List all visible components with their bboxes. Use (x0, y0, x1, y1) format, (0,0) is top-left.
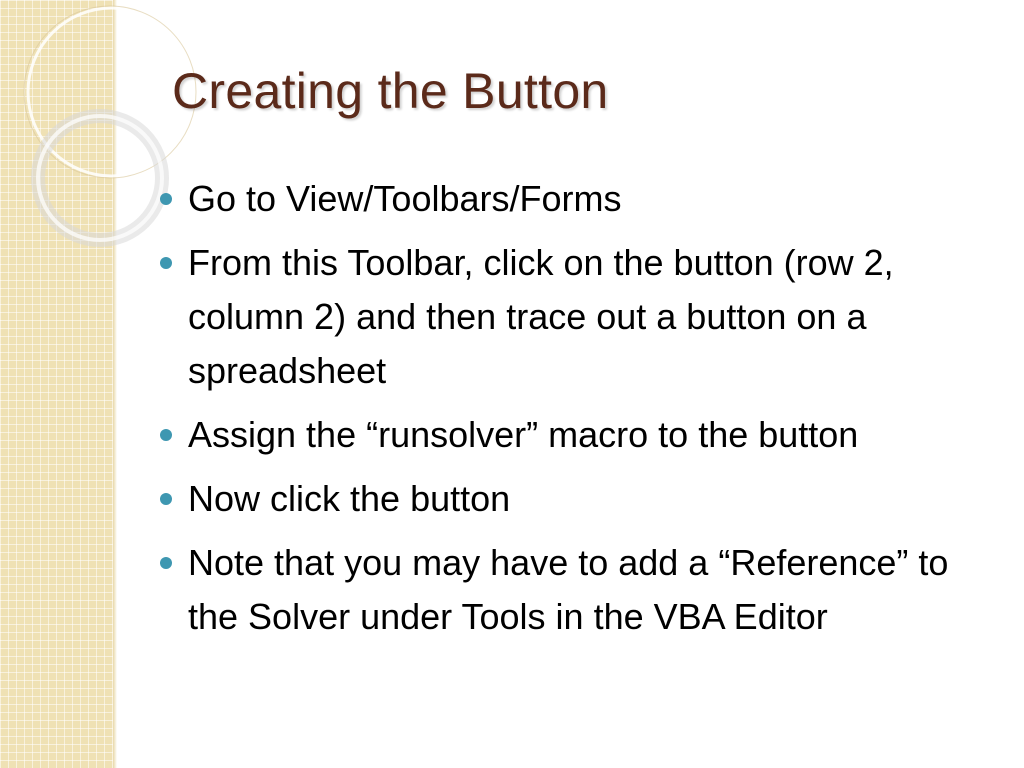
bullet-list (160, 172, 980, 654)
bullet-text: Now click the button (188, 478, 511, 519)
bullet-text: Go to View/Toolbars/Forms (188, 178, 622, 219)
bullet-text: Assign the “runsolver” macro to the button (188, 414, 859, 455)
bullet-item (160, 236, 980, 398)
bullet-item (160, 172, 980, 226)
round-bullet-icon (160, 193, 172, 205)
bullet-item (160, 472, 980, 526)
bullet-item (160, 408, 980, 462)
bullet-item (160, 536, 980, 644)
round-bullet-icon (160, 493, 172, 505)
round-bullet-icon (160, 557, 172, 569)
bullet-text: Note that you may have to add a “Reference” to the Solver under Tools in the VBA Editor (188, 542, 949, 637)
round-bullet-icon (160, 429, 172, 441)
round-bullet-icon (160, 257, 172, 269)
bullet-text: From this Toolbar, click on the button (row 2, column 2) and then trace out a button on a spreadsheet (188, 242, 894, 391)
slide-title: Creating the Button (172, 63, 609, 119)
